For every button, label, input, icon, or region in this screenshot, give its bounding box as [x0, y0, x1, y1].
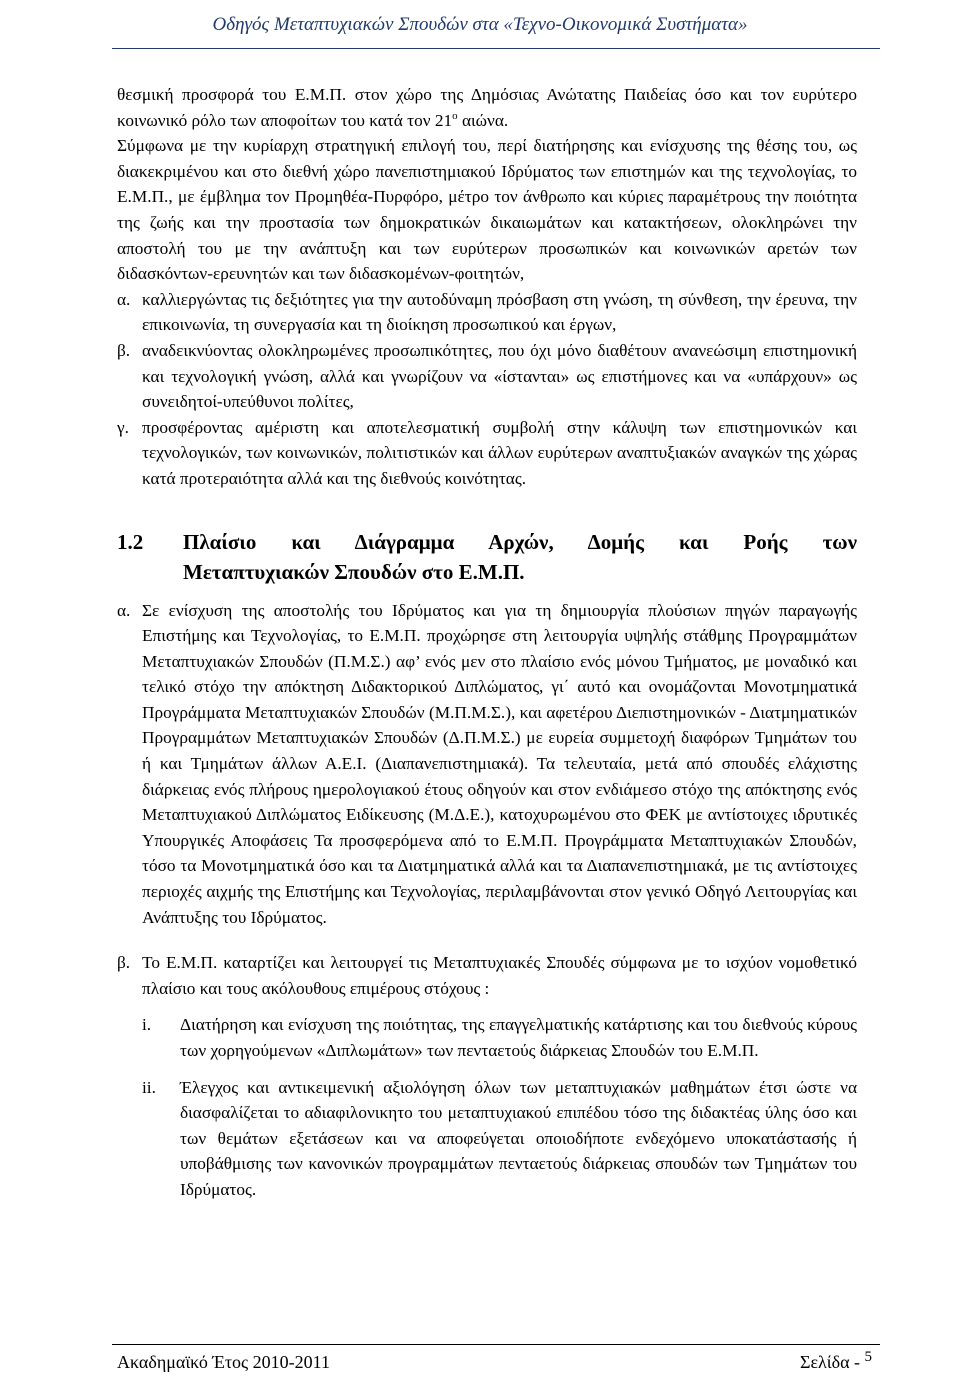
footer-rule: [112, 1344, 880, 1345]
spacer: [117, 587, 857, 598]
page-footer: [117, 1349, 872, 1373]
list-label: β.: [117, 340, 131, 360]
spacer: [117, 930, 857, 950]
list-text: Σε ενίσχυση της αποστολής του Ιδρύματος και για τη δημιουργία πλούσιων πηγών παραγωγής Επιστήμης και Τεχνολογίας, το Ε.Μ.Π. προχώρησε στη λειτουργία υψηλής στάθμης Προγραμμάτων Μεταπτυχιακών Σπουδών (Π.Μ.Σ.) αφ’ ενός μεν στο πλαίσιο ενός μόνου Τμήματος, με μοναδικό και τελικό στόχο την απόκτηση Διδακτορικού Διπλώματος, γι΄ αυτό και ονομάζονται Μονοτμηματικά Προγράμματα Μεταπτυχιακών Σπουδών (Μ.Π.Μ.Σ.), και αφετέρου Διεπιστημονικών - Διατμηματικών Προγραμμάτων Μεταπτυχιακών Σπουδών (Δ.Π.Μ.Σ.) με ευρεία συμμετοχή διαφόρων Τμημάτων του ή και Τμημάτων άλλων Α.Ε.Ι. (Διαπανεπιστημιακά). Τα τελευταία, μετά από σπουδές ελάχιστης διάρκειας ενός πλήρους ημερολογιακού έτους οδηγούν και στον ενδιάμεσο στόχο της απόκτησης ενός Μεταπτυχιακού Διπλώματος Ειδίκευσης (Μ.Δ.Ε.), κατοχυρωμένου στο ΦΕΚ με αντίστοιχες ιδρυτικές Υπουργικές Αποφάσεις Τα προσφερόμενα από το Ε.Μ.Π. Προγράμματα Μεταπτυχιακών Σπουδών, τόσο τα Μονοτμηματικά όσο και τα Διατμηματικά αλλά και τα Διαπανεπιστημιακά, με τις αντίστοιχες περιοχές αιχμής της Επιστήμης και Τεχνολογίας, περιλαμβάνονται στον γενικό Οδηγό Λειτουργίας και Ανάπτυξης του Ιδρύματος.: [142, 600, 857, 927]
list-text: καλλιεργώντας τις δεξιότητες για την αυτοδύναμη πρόσβαση στη γνώση, τη σύνθεση, την έρευνα, την επικοινωνία, τη συνεργασία και τη διοίκηση προσωπικού και έργων,: [142, 289, 857, 335]
ordinal-superscript: ο: [452, 109, 458, 122]
section-title: [183, 527, 857, 587]
spacer: [117, 1001, 857, 1012]
list-label: β.: [117, 953, 131, 973]
list-text: αναδεικνύοντας ολοκληρωμένες προσωπικότητες, που όχι μόνο διαθέτουν ανανεώσιμη επιστημονική και τεχνολογική γνώση, αλλά και γνωρίζουν να «ίστανται» ως επιστήμονες και να «υπάρχουν» ως συνειδητοί-υπεύθυνοι πολίτες,: [142, 340, 857, 412]
sublist-item: [142, 1075, 857, 1203]
page-label: Σελίδα -: [799, 1352, 860, 1372]
intro-paragraph-1: [117, 82, 857, 133]
page-body: [117, 82, 857, 1203]
list-text: προσφέροντας αμέριστη και αποτελεσματική συμβολή στην κάλυψη των επιστημονικών και τεχνολογικών, των κοινωνικών, πολιτιστικών και άλλων ευρύτερων αναπτυξιακών αναγκών της χώρας κατά προτεραιότητα αλλά και της διεθνούς κοινότητας.: [142, 417, 857, 488]
intro-p1-text: θεσμική προσφορά του Ε.Μ.Π. στον χώρο της Δημόσιας Ανώτατης Παιδείας όσο και τον ευρύτερο κοινωνικό ρόλο των αποφοίτων του κατά τον 21: [117, 85, 857, 130]
running-header: Οδηγός Μεταπτυχιακών Σπουδών στα «Τεχνο-Οικονομικά Συστήματα»: [212, 14, 748, 35]
intro-paragraph-2: Σύμφωνα με την κυρίαρχη στρατηγική επιλογή του, περί διατήρησης και ενίσχυσης της θέσης του, ως διακεκριμένου και στο διεθνή χώρο πανεπιστημιακού Ιδρύματος των επιστημών και της τεχνολογίας, το Ε.Μ.Π., με έμβλημα τον Προμηθέα-Πυρφόρο, μέτρο τον άνθρωπο και κύριες παραμέτρους την ποιότητα της ζωής και την προστασία των δημοκρατικών δικαιωμάτων και κατακτήσεων, ολοκληρώνει την αποστολή του με την ανάπτυξη και των ευρύτερων προσωπικών και κοινωνικών αρετών των διδασκόντων-ερευνητών και των διδασκομένων-φοιτητών,: [117, 136, 857, 284]
list-item: [117, 415, 857, 492]
section-heading: [117, 527, 857, 587]
list-item: [117, 287, 857, 338]
list-item: [117, 950, 857, 1001]
page-number: [799, 1349, 872, 1373]
spacer: [117, 1064, 857, 1075]
list-label: α.: [117, 289, 131, 309]
section-number: 1.2: [117, 529, 144, 554]
list-item: [117, 338, 857, 415]
list-label: γ.: [117, 417, 129, 437]
list-label: α.: [117, 600, 131, 620]
sublist-label: i.: [142, 1015, 152, 1035]
sublist-item: [142, 1012, 857, 1063]
academic-year: Ακαδημαϊκό Έτος 2010-2011: [117, 1352, 331, 1372]
intro-p1-end: αιώνα.: [457, 110, 509, 130]
header-rule: [112, 48, 880, 49]
sublist-label: ii.: [142, 1077, 156, 1097]
page-num: 5: [864, 1349, 872, 1365]
section-title-line-2: Μεταπτυχιακών Σπουδών στο Ε.Μ.Π.: [183, 559, 525, 584]
list-item: [117, 598, 857, 931]
list-text: Το Ε.Μ.Π. καταρτίζει και λειτουργεί τις Μεταπτυχιακές Σπουδές σύμφωνα με το ισχύον νομοθετικό πλαίσιο και τους ακόλουθους επιμέρους στόχους :: [142, 953, 857, 998]
section-title-line-1: Πλαίσιο και Διάγραμμα Αρχών, Δομής και Ροής των: [183, 529, 857, 554]
sublist-text: Διατήρηση και ενίσχυση της ποιότητας, της επαγγελματικής κατάρτισης και του διεθνούς κύρους των χορηγούμενων «Διπλωμάτων» των πενταετούς διάρκειας Σπουδών του Ε.Μ.Π.: [180, 1015, 857, 1060]
sublist-text: Έλεγχος και αντικειμενική αξιολόγηση όλων των μεταπτυχιακών μαθημάτων έτσι ώστε να διασφαλίζεται το αδιαφιλονικητο του μεταπτυχιακού επιπέδου τόσο της διδακτέας ύλης όσο και των θεμάτων εξετάσεων και να αποφεύγεται οποιοδήποτε ενδεχόμενο υποκατάστασής ή υποβάθμισης των κανονικών προγραμμάτων πενταετούς διάρκειας σπουδών των Τμημάτων του Ιδρύματος.: [180, 1077, 857, 1199]
